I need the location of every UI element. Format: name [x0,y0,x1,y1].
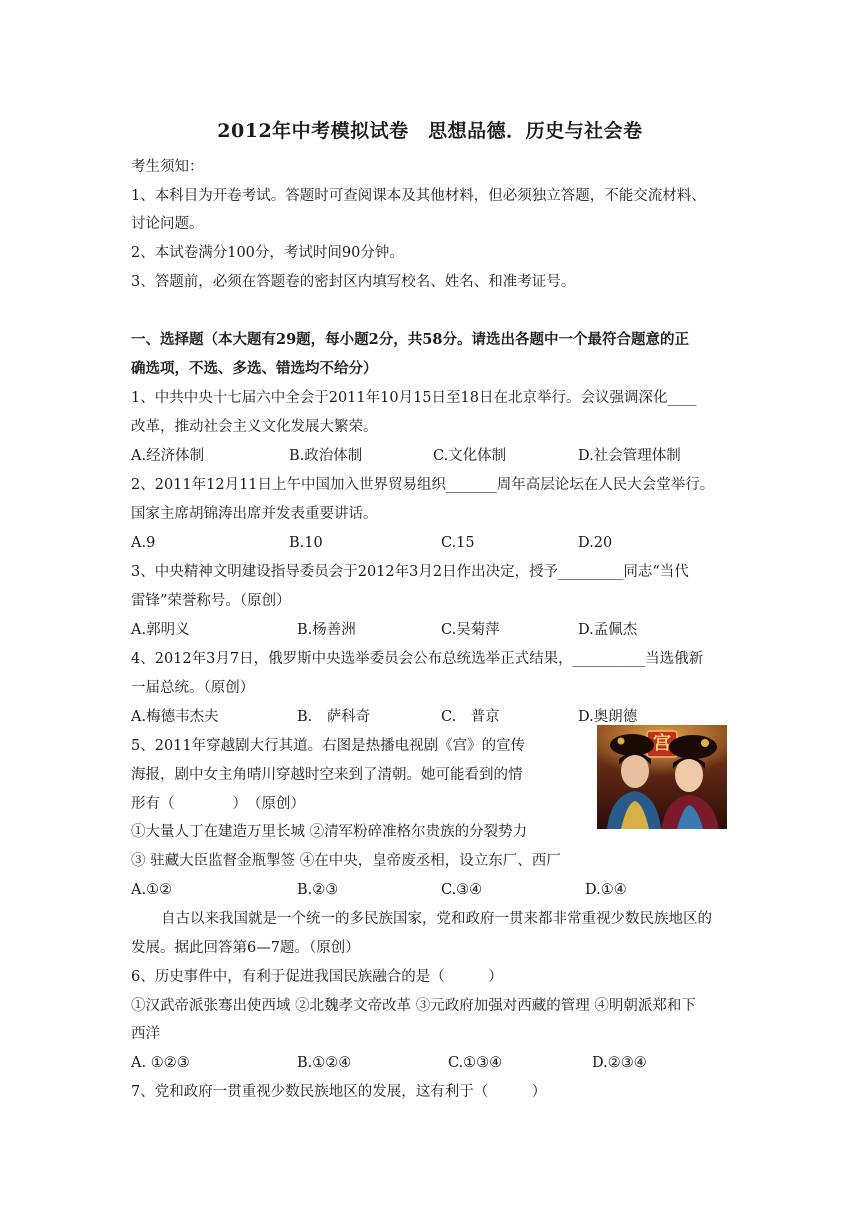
option-d: D.孟佩杰 [578,622,638,638]
poster-logo-text: 宫 [653,733,671,754]
option-b: B.政治体制 [289,448,363,464]
question-6: 6、历史事件中，有利于促进我国民族融合的是（ ） [131,969,503,985]
question-5-cont: 海报，剧中女主角晴川穿越时空来到了清朝。她可能看到的情 [131,767,523,783]
section-heading: 确选项，不选、多选、错选均不给分） [131,360,378,377]
option-b: B.10 [289,535,323,551]
question-1: 1、中共中央十七届六中全会于2011年10月15日至18日在北京举行。会议强调深化____ [131,390,697,406]
section-heading: 一、选择题（本大题有29题，每小题2分，共58分。请选出各题中一个最符合题意的正 [131,331,689,348]
question-6-items: ①汉武帝派张骞出使西域 ②北魏孝文帝改革 ③元政府加强对西藏的管理 ④明朝派郑和下 [131,998,696,1014]
option-d: D.①④ [585,882,627,898]
question-5: 5、2011年穿越剧大行其道。右图是热播电视剧《宫》的宣传 [131,738,526,754]
option-a: A.经济体制 [131,448,205,464]
option-b: B. 萨科奇 [297,709,371,725]
question-5-items: ①大量人丁在建造万里长城 ②清军粉碎准格尔贵族的分裂势力 [131,824,528,840]
option-a: A.梅德韦杰夫 [131,709,219,725]
option-c: C. 普京 [441,709,500,725]
question-2-cont: 国家主席胡锦涛出席并发表重要讲话。 [131,506,378,522]
question-3: 3、中央精神文明建设指导委员会于2012年3月2日作出决定，授予_________同志“当代 [131,564,689,580]
option-d: D.20 [578,535,613,551]
option-b: B.杨善洲 [297,622,356,638]
question-3-cont: 雷锋”荣誉称号。（原创） [131,593,291,609]
option-c: C.吴菊萍 [441,622,500,638]
question-5-items: ③ 驻藏大臣监督金瓶掣签 ④在中央，皇帝废丞相，设立东厂、西厂 [131,853,561,869]
notice-line: 讨论问题。 [131,216,204,232]
option-a: A.郭明义 [131,622,190,638]
option-b: B.②③ [297,882,339,898]
tv-drama-poster [597,725,727,829]
option-c: C.①③④ [448,1055,503,1071]
question-4: 4、2012年3月7日，俄罗斯中央选举委员会公布总统选举正式结果，__________当选俄新 [131,651,704,667]
notice-line: 2、本试卷满分100分，考试时间90分钟。 [131,245,404,261]
question-2: 2、2011年12月11日上午中国加入世界贸易组织_______周年高层论坛在人民大会堂举行。 [131,477,715,493]
question-7: 7、党和政府一贯重视少数民族地区的发展，这有利于（ ） [131,1084,547,1100]
page-title: 2012年中考模拟试卷 思想品德．历史与社会卷 [217,120,643,142]
question-6-items: 西洋 [131,1026,160,1042]
option-a: A.①② [131,882,173,898]
option-d: D.奥朗德 [578,709,638,725]
option-d: D.社会管理体制 [578,448,681,464]
option-a: A.9 [131,535,156,551]
option-c: C.③④ [441,882,483,898]
option-a: A. ①②③ [131,1055,190,1071]
option-b: B.①②④ [297,1055,352,1071]
material-text: 发展。据此回答第6—7题。（原创） [131,940,360,956]
option-c: C.15 [441,535,475,551]
notice-line: 3、答题前，必须在答题卷的密封区内填写校名、姓名、和准考证号。 [131,274,576,290]
option-c: C.文化体制 [433,448,507,464]
option-d: D.②③④ [592,1055,647,1071]
material-text: 自古以来我国就是一个统一的多民族国家，党和政府一贯来都非常重视少数民族地区的 [161,911,712,927]
notice-line: 1、本科目为开卷考试。答题时可查阅课本及其他材料，但必须独立答题，不能交流材料、 [131,188,706,204]
question-1-cont: 改革，推动社会主义文化发展大繁荣。 [131,419,378,435]
question-4-cont: 一届总统。（原创） [131,680,255,696]
question-5-cont: 形有（ ） （原创） [131,796,305,812]
notice-heading: 考生须知： [131,159,204,175]
